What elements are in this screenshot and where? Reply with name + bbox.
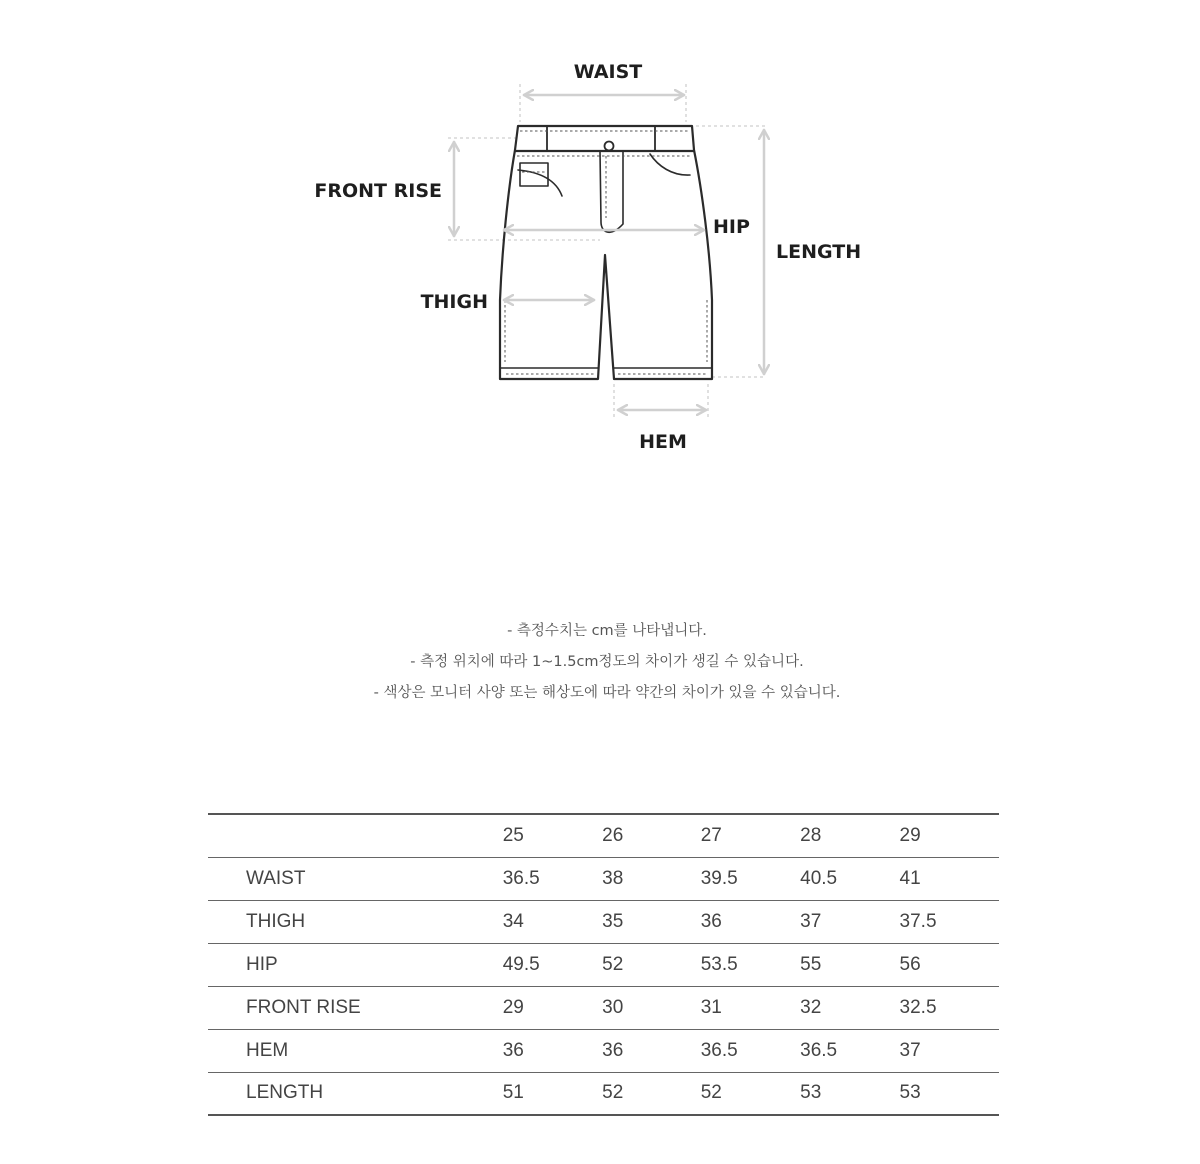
row-label: FRONT RISE <box>246 996 361 1018</box>
row-label: THIGH <box>246 910 306 932</box>
header-cell: 28 <box>800 824 822 846</box>
table-cell: 55 <box>800 953 822 975</box>
front-rise-label: FRONT RISE <box>314 180 442 202</box>
length-label: LENGTH <box>776 241 862 263</box>
table-cell: 31 <box>700 996 722 1018</box>
table-row <box>208 1072 999 1115</box>
hem-label: HEM <box>639 431 687 453</box>
table-cell: 53 <box>899 1082 921 1104</box>
table-cell: 36 <box>502 1039 524 1061</box>
table-cell: 52 <box>602 1082 624 1104</box>
table-cell: 56 <box>899 953 921 975</box>
table-cell: 37 <box>899 1039 921 1061</box>
table-row <box>208 986 999 1029</box>
size-table <box>208 813 999 1116</box>
table-cell: 53.5 <box>700 953 738 975</box>
shorts-measurement-diagram <box>0 0 1200 500</box>
note-line: - 측정 위치에 따라 1~1.5cm정도의 차이가 생길 수 있습니다. <box>410 654 804 670</box>
header-cell: 27 <box>700 824 722 846</box>
table-row <box>208 943 999 986</box>
thigh-label: THIGH <box>420 291 488 313</box>
table-header-row <box>208 814 999 857</box>
table-cell: 36.5 <box>800 1039 838 1061</box>
hip-label: HIP <box>713 216 750 238</box>
table-cell: 52 <box>700 1082 722 1104</box>
waist-label: WAIST <box>573 61 643 83</box>
note-line: - 측정수치는 cm를 나타냅니다. <box>507 623 707 639</box>
header-cell <box>208 814 503 857</box>
header-cell: 26 <box>602 824 624 846</box>
table-cell: 36 <box>602 1039 624 1061</box>
table-cell: 41 <box>899 867 921 889</box>
table-cell: 37.5 <box>899 910 937 932</box>
header-cell: 29 <box>899 824 921 846</box>
row-label: HEM <box>246 1039 289 1061</box>
table-cell: 30 <box>602 996 624 1018</box>
row-label: HIP <box>246 953 278 975</box>
table-cell: 32.5 <box>899 996 937 1018</box>
table-cell: 37 <box>800 910 822 932</box>
table-cell: 36 <box>700 910 722 932</box>
row-label: WAIST <box>246 867 306 889</box>
guide-lines <box>448 84 765 420</box>
table-cell: 32 <box>800 996 822 1018</box>
table-cell: 36.5 <box>502 867 540 889</box>
table-cell: 51 <box>502 1082 524 1104</box>
table-cell: 34 <box>502 910 524 932</box>
measurement-notes <box>0 616 1200 709</box>
table-cell: 39.5 <box>700 867 738 889</box>
shorts-illustration <box>500 126 712 379</box>
table-cell: 38 <box>602 867 624 889</box>
header-cell: 25 <box>502 824 524 846</box>
table-cell: 52 <box>602 953 624 975</box>
table-cell: 49.5 <box>502 953 540 975</box>
table-row <box>208 857 999 900</box>
table-row <box>208 1029 999 1072</box>
table-cell: 29 <box>502 996 524 1018</box>
table-cell: 53 <box>800 1082 822 1104</box>
table-cell: 40.5 <box>800 867 838 889</box>
row-label: LENGTH <box>246 1082 324 1104</box>
stitching <box>505 131 707 374</box>
table-cell: 36.5 <box>700 1039 738 1061</box>
table-cell: 35 <box>602 910 624 932</box>
note-line: - 색상은 모니터 사양 또는 해상도에 따라 약간의 차이가 있을 수 있습니다. <box>373 685 841 701</box>
table-row <box>208 900 999 943</box>
